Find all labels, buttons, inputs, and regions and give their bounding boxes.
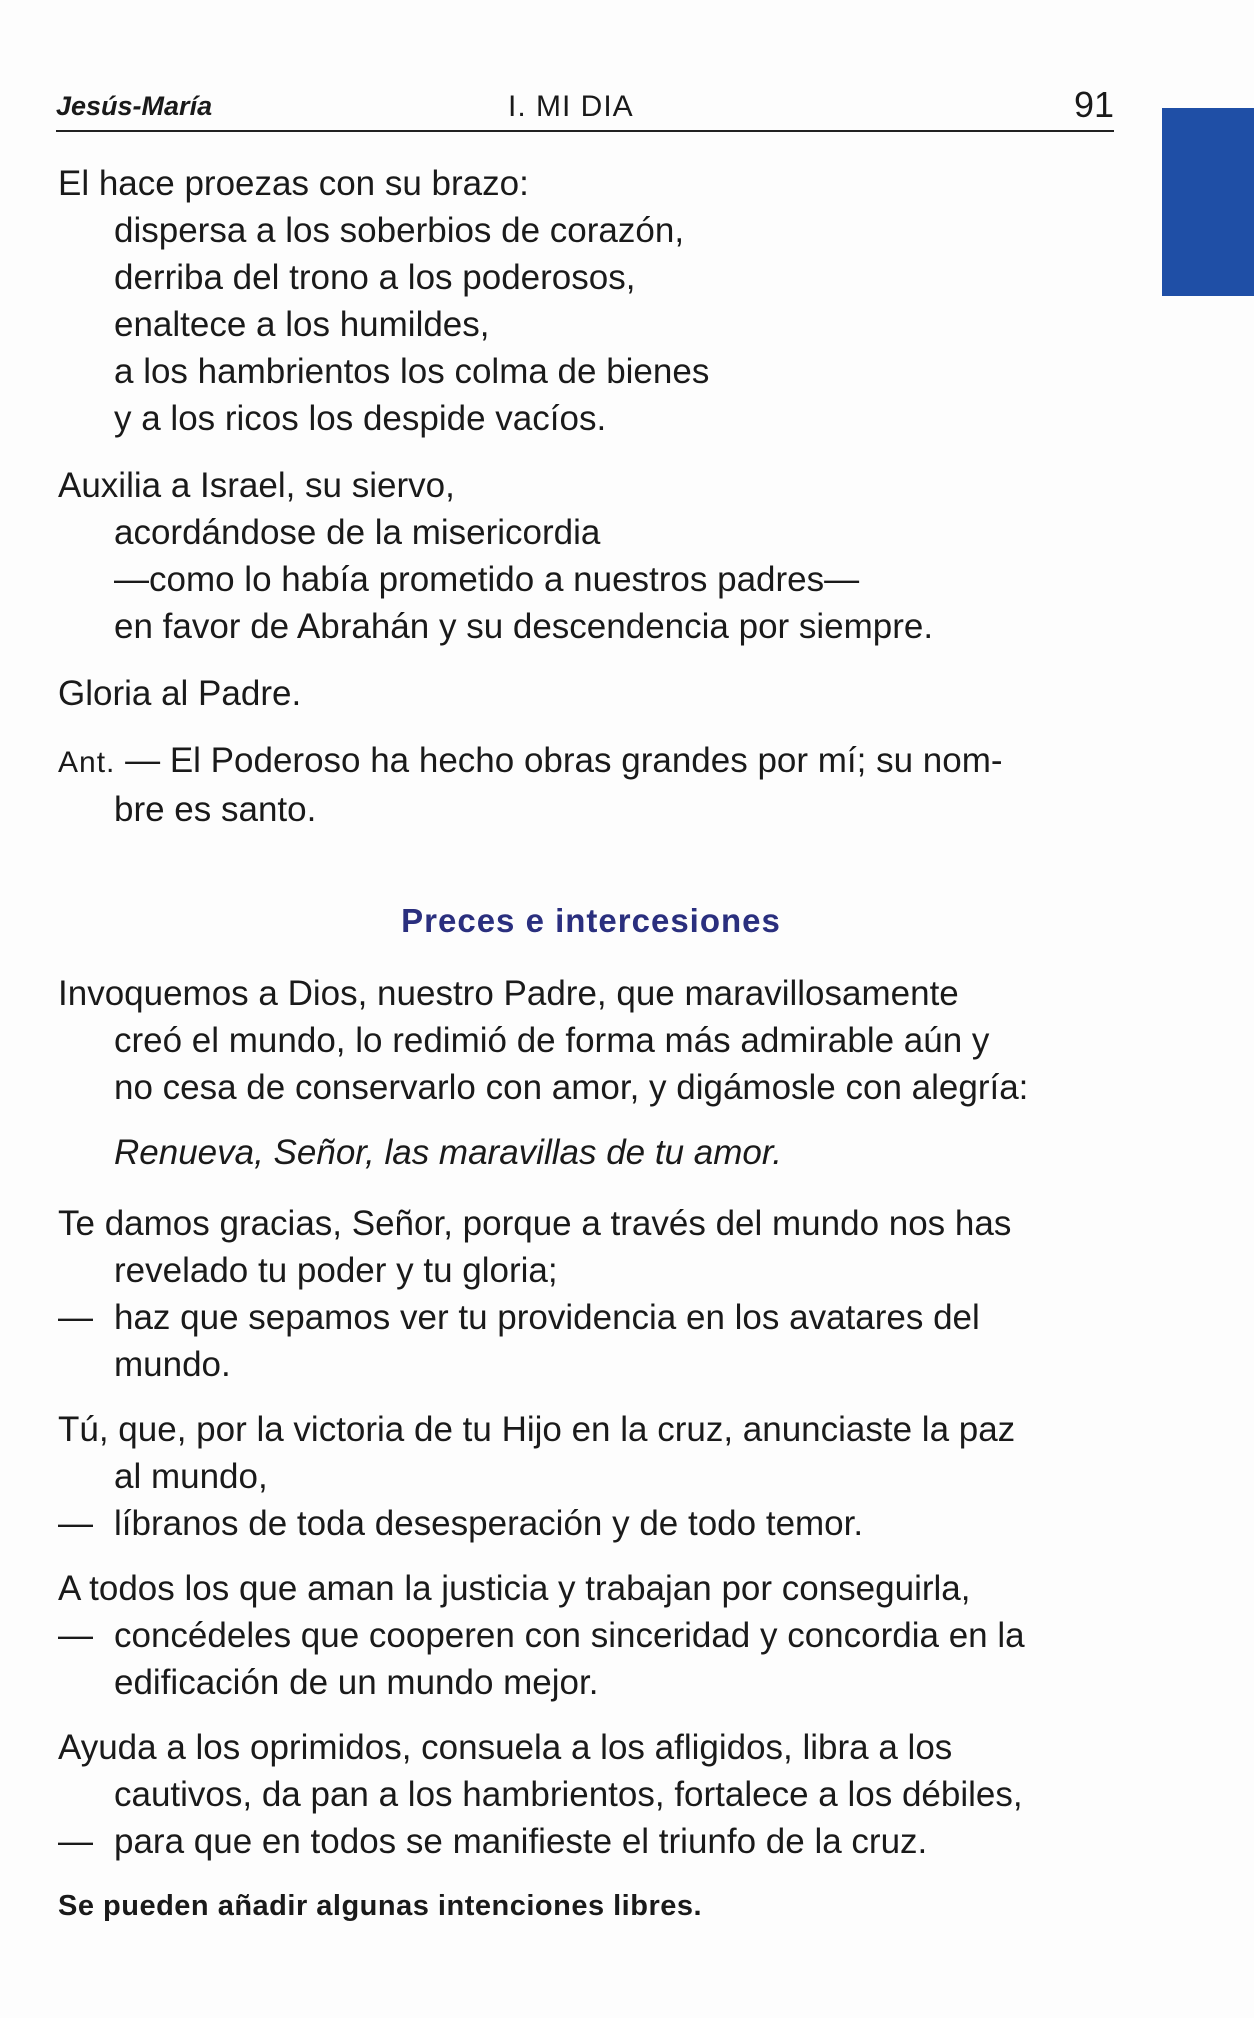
stanza-line: a los hambrientos los colma de bienes [114,352,710,391]
stanza-line: enaltece a los humildes, [114,305,490,344]
stanza-line: y a los ricos los despide vacíos. [114,399,607,438]
canticle-stanza [58,462,1124,650]
intercession [58,1724,1124,1865]
intercession-line: Ayuda a los oprimidos, consuela a los afligidos, libra a los [58,1728,953,1767]
gloria-line: Gloria al Padre. [58,674,302,713]
intercession-response [58,1500,1124,1547]
intercession-line: edificación de un mundo mejor. [114,1663,599,1702]
intercession-line: al mundo, [114,1457,268,1496]
page-number: 91 [1073,84,1114,125]
dash-mark: — [58,1298,93,1337]
invocation [58,970,1124,1111]
dash-mark: — [58,1822,93,1861]
intercession [58,1565,1124,1706]
intercession-line: Te damos gracias, Señor, porque a través del mundo nos has [58,1204,1012,1243]
stanza-line: —como lo había prometido a nuestros padres— [114,560,860,599]
invocation-line: no cesa de conservarlo con amor, y digámosle con alegría: [114,1068,1029,1107]
page-content [58,160,1124,1930]
intercession [58,1406,1124,1547]
antiphon-label: Ant. [58,746,116,779]
stanza-line: derriba del trono a los poderosos, [114,258,636,297]
invocation-line: creó el mundo, lo redimió de forma más admirable aún y [114,1021,990,1060]
intercession-response [58,1294,1124,1341]
antiphon-text-cont: bre es santo. [114,790,317,829]
invocation-line: Invoquemos a Dios, nuestro Padre, que maravillosamente [58,974,959,1013]
stanza-line: dispersa a los soberbios de corazón, [114,211,685,250]
section-heading: Preces e intercesiones [401,902,781,939]
header-author: Jesús-María [56,91,213,121]
response-line: Renueva, Señor, las maravillas de tu amor. [114,1133,782,1172]
intercession-line: mundo. [114,1345,231,1384]
canticle-stanza [58,160,1124,442]
intercession-response [58,1612,1124,1659]
rubric-note: Se pueden añadir algunas intenciones libres. [58,1890,703,1922]
stanza-line: en favor de Abrahán y su descendencia por siempre. [114,607,934,646]
stanza-line: El hace proezas con su brazo: [58,164,529,203]
intercession [58,1200,1124,1388]
intercession-line: cautivos, da pan a los hambrientos, fortalece a los débiles, [114,1775,1023,1814]
dash-mark: — [58,1504,93,1543]
dash-mark: — [58,1616,93,1655]
antiphon-text: — El Poderoso ha hecho obras grandes por mí; su nom- [115,741,1003,780]
running-header [56,86,1114,132]
thumb-index-tab [1162,108,1254,296]
intercession-line: Tú, que, por la victoria de tu Hijo en la cruz, anunciaste la paz [58,1410,1016,1449]
stanza-line: acordándose de la misericordia [114,513,601,552]
antiphon [58,737,1124,833]
intercession-response-text: líbranos de toda desesperación y de todo temor. [114,1504,864,1543]
header-section: I. MI DIA [508,90,634,123]
intercession-response-text: para que en todos se manifieste el triunfo de la cruz. [114,1822,928,1861]
intercession-line: A todos los que aman la justicia y trabajan por conseguirla, [58,1569,971,1608]
intercession-response [58,1818,1124,1865]
stanza-line: Auxilia a Israel, su siervo, [58,466,455,505]
intercession-response-text: haz que sepamos ver tu providencia en los avatares del [114,1298,980,1337]
intercession-line: revelado tu poder y tu gloria; [114,1251,558,1290]
intercession-response-text: concédeles que cooperen con sinceridad y concordia en la [114,1616,1025,1655]
